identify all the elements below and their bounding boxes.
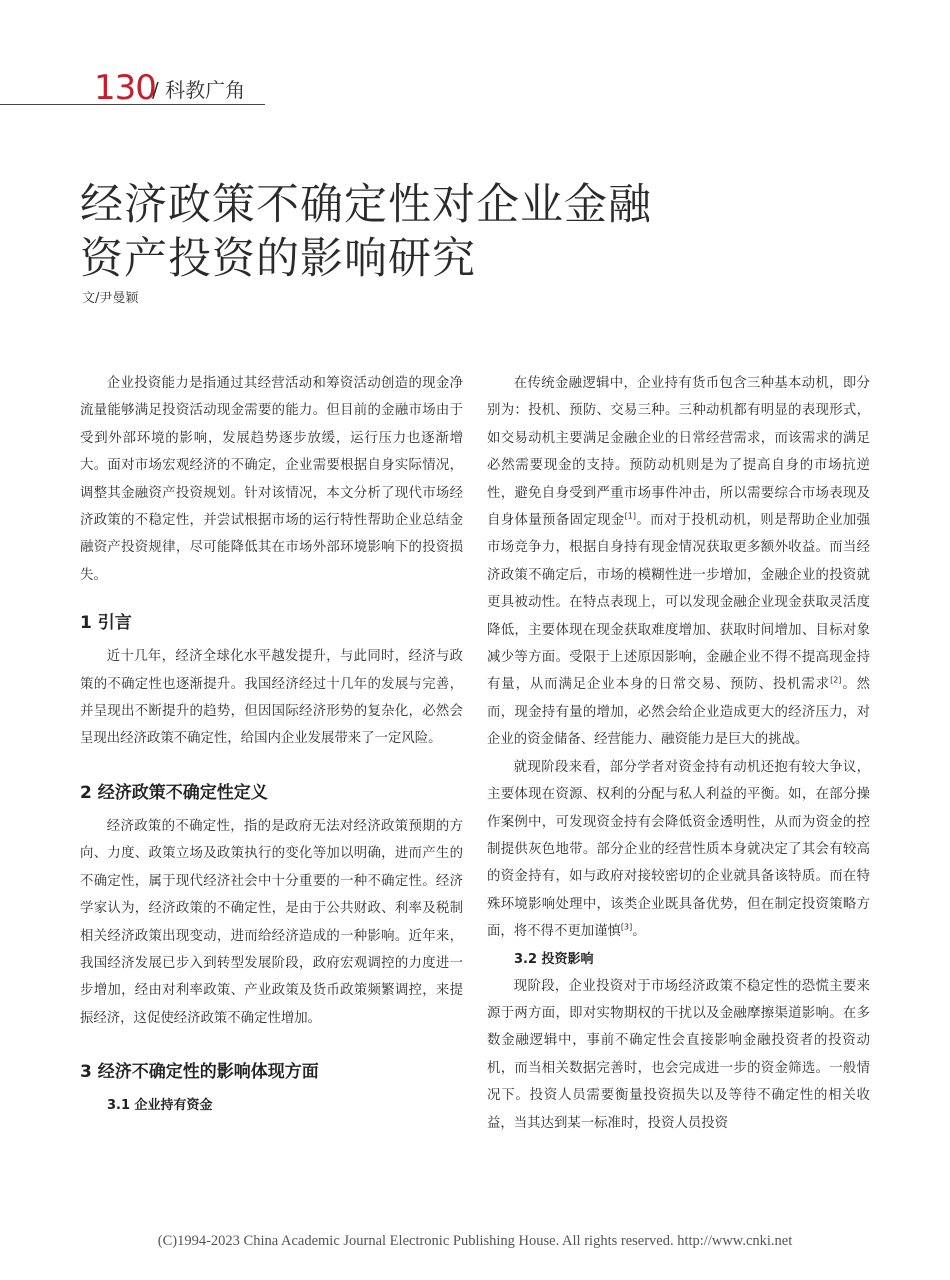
section-2-heading: 2 经济政策不确定性定义 — [80, 782, 268, 803]
right-column — [487, 370, 870, 1137]
abstract-paragraph: 企业投资能力是指通过其经营活动和筹资活动创造的现金净流量能够满足投资活动现金需要的能力。但目前的金融市场由于受到外部环境的影响，发展趋势逐步放缓，运行压力也逐渐增大。面对市场宏观经济的不确定，企业需要根据自身实际情况，调整其金融资产投资规划。针对该情况，本文分析了现代市场经济政策的不稳定性，并尝试根据市场的运行特性帮助企业总结金融资产投资规律，尽可能降低其在市场外部环境影响下的投资损失。 — [80, 376, 463, 583]
article-title — [80, 178, 780, 286]
section-3-1-paragraph-2: 就现阶段来看，部分学者对资金持有动机还抱有较大争议，主要体现在资源、权利的分配与私人利益的平衡。如，在部分操作案例中，可发现资金持有会降低资金透明性，从而为资金的控制提供灰色地带。部分企业的经营性质本身就决定了其会有较高的资金持有，如与政府对接较密切的企业就具备该特质。而在特殊环境影响处理中，该类企业既具备优势，但在制定投资策略方面，将不得不更加谨慎[3]。 — [487, 759, 870, 940]
section-1-paragraph: 近十几年，经济全球化水平越发提升，与此同时，经济与政策的不确定性也逐渐提升。我国经济经过十几年的发展与完善，并呈现出不断提升的趋势，但因国际经济形势的复杂化，必然会呈现出经济政策不确定性，给国内企业发展带来了一定风险。 — [80, 649, 463, 747]
left-column — [80, 370, 463, 1119]
citation-3: [3] — [620, 922, 633, 932]
title-line-2: 资产投资的影响研究 — [80, 234, 476, 284]
citation-2: [2] — [830, 676, 842, 685]
title-line-1: 经济政策不确定性对企业金融 — [80, 180, 652, 230]
citation-1: [1] — [624, 511, 636, 521]
section-3-2-paragraph: 现阶段，企业投资对于市场经济政策不稳定性的恐慌主要来源于两方面，即对实物期权的干扰以及金融摩擦渠道影响。在多数金融逻辑中，事前不确定性会直接影响金融投资者的投资动机，而当相关数据完善时，也会完成进一步的资金筛选。一般情况下。投资人员需要衡量投资损失以及等待不确定性的相关收益，当其达到某一标准时，投资人员投资 — [487, 978, 870, 1131]
author-byline: 文/尹曼颖 — [82, 291, 139, 306]
page-number: 130 — [94, 68, 156, 108]
subsection-3-2-heading: 3.2 投资影响 — [514, 951, 594, 967]
section-2-paragraph: 经济政策的不确定性，指的是政府无法对经济政策预期的方向、力度、政策立场及政策执行的变化等加以明确，进而产生的不确定性，属于现代经济社会中十分重要的一种不确定性。经济学家认为，经济政策的不确定性，是由于公共财政、利率及税制相关经济政策出现变动，进而给经济造成的一种影响。近年来，我国经济发展已步入到转型发展阶段，政府宏观调控的力度进一步增加，经由对利率政策、产业政策及货币政策频繁调控，来提振经济，这促使经济政策不确定性增加。 — [80, 818, 463, 1026]
section-3-1-paragraph-1: 在传统金融逻辑中，企业持有货币包含三种基本动机，即分别为：投机、预防、交易三种。三种动机都有明显的表现形式，如交易动机主要满足金融企业的日常经营需求，而该需求的满足必然需要现金的支持。预防动机则是为了提高自身的市场抗逆性，避免自身受到严重市场事件冲击，所以需要综合市场表现及自身体量预备固定现金[1]。而对于投机动机，则是帮助企业加强市场竞争力，根据自身持有现金情况获取更多额外收益。而当经济政策不确定后，市场的模糊性进一步增加，金融企业的投资就更具被动性。在特点表现上，可以发现金融企业现金获取灵活度降低，主要体现在现金获取难度增加、获取时间增加、目标对象减少等方面。受限于上述原因影响，金融企业不得不提高现金持有量，从而满足企业本身的日常交易、预防、投机需求[2]。然而，现金持有量的增加，必然会给企业造成更大的经济压力，对企业的资金储备、经营能力、融资能力是巨大的挑战。 — [487, 376, 871, 748]
section-name: / 科教广角 — [152, 78, 246, 102]
section-3-heading: 3 经济不确定性的影响体现方面 — [80, 1062, 319, 1083]
section-1-heading: 1 引言 — [80, 613, 132, 634]
subsection-3-1-heading: 3.1 企业持有资金 — [107, 1098, 213, 1114]
copyright-footer: (C)1994-2023 China Academic Journal Electronic Publishing House. All rights reserved. http://www.cnki.net — [157, 1233, 793, 1249]
